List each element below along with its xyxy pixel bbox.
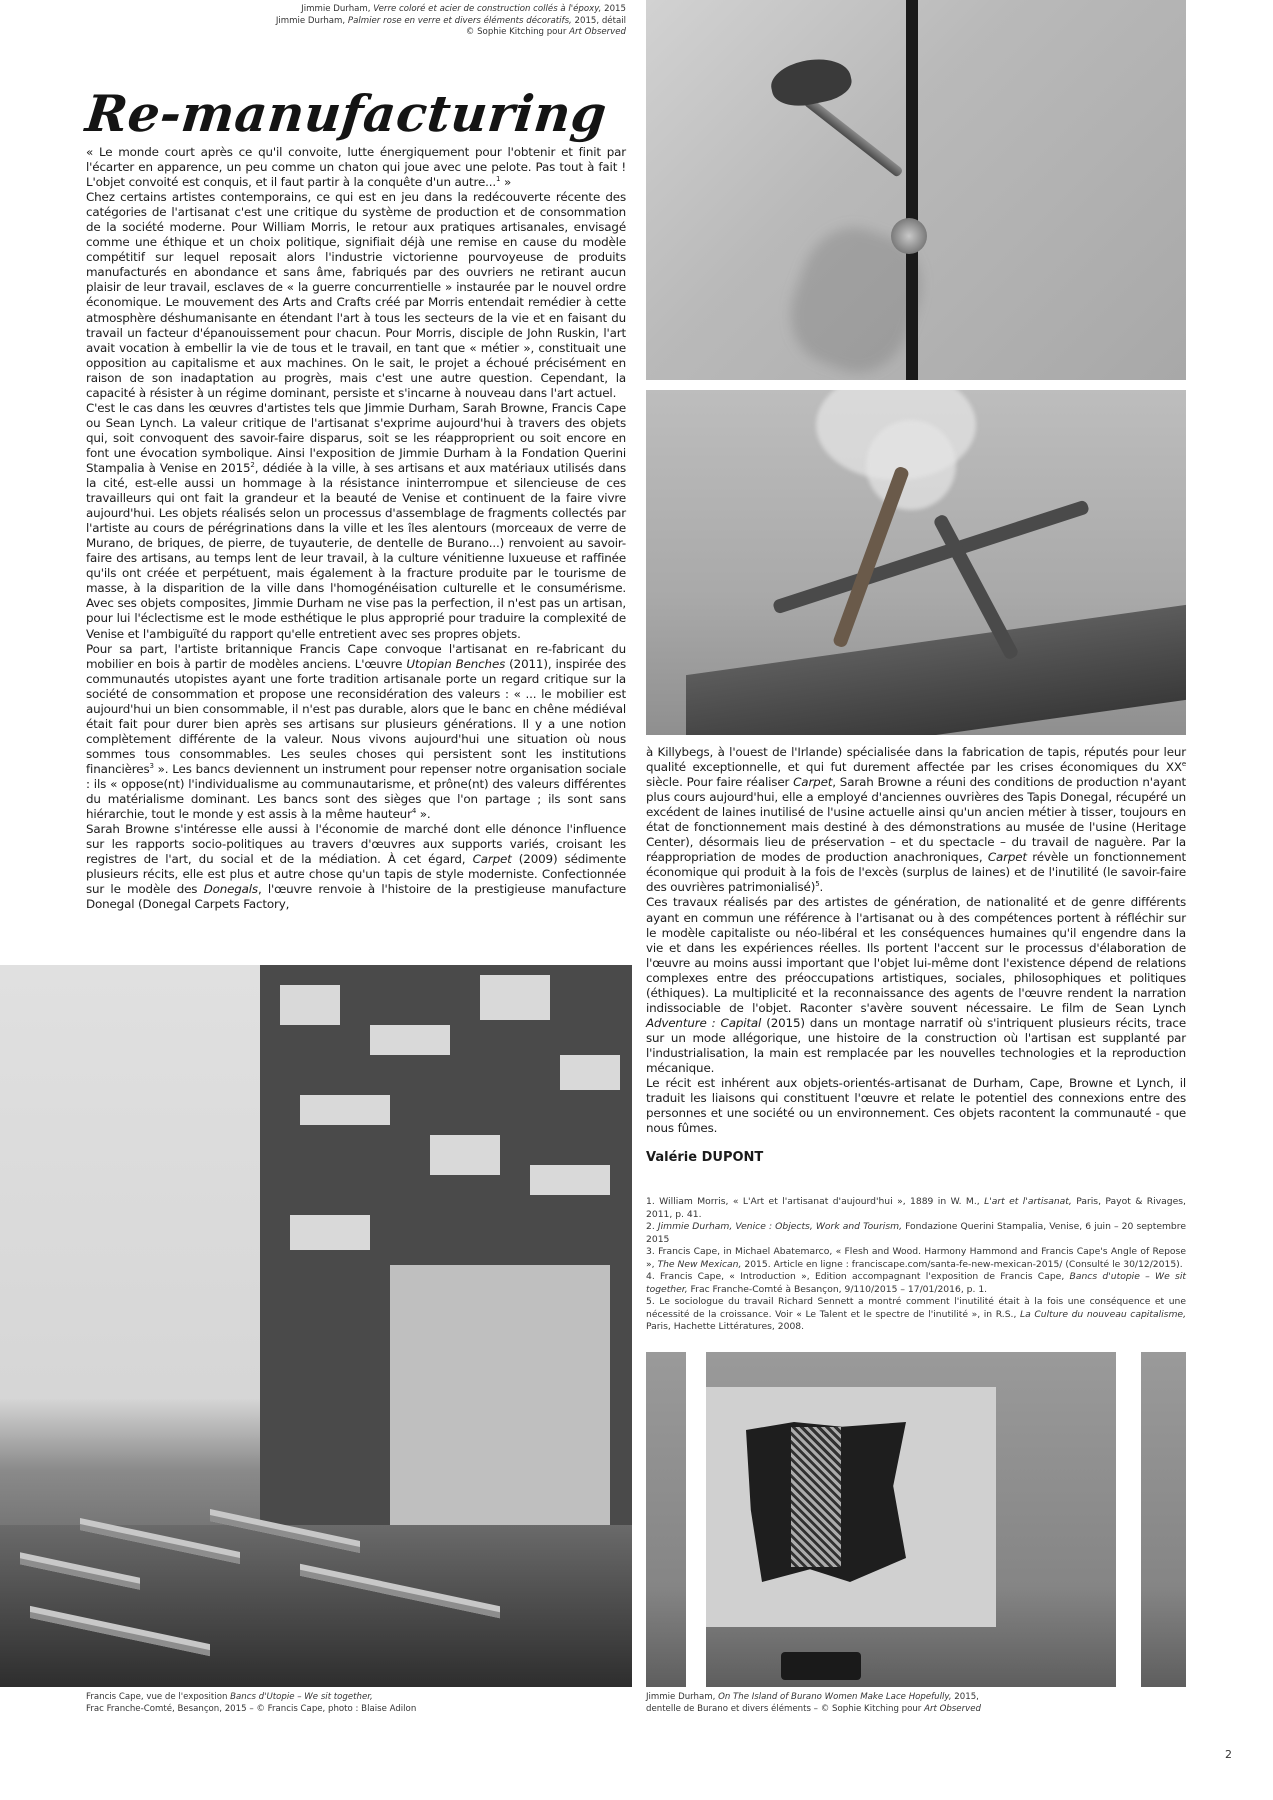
caption-line: Francis Cape, vue de l'exposition Bancs d'Utopie – We sit together,: [86, 1692, 373, 1702]
table-shape: [686, 605, 1186, 735]
page-number: 2: [1225, 1748, 1232, 1761]
photo-glass-bird: [646, 0, 1186, 380]
caption-line: Jimmie Durham, On The Island of Burano Women Make Lace Hopefully, 2015,: [646, 1692, 979, 1702]
window-pane: [430, 1135, 500, 1175]
author-name: Valérie DUPONT: [646, 1150, 764, 1165]
window-facade: [260, 965, 632, 1525]
pipe-shape: [803, 96, 904, 178]
window-pane: [280, 985, 340, 1025]
paragraph: Pour sa part, l'artiste britannique Francis Cape convoque l'artisanat en re-fabricant du mobilier en bois à partir de modèles anciens. L'œuvre Utopian Benches (2011), inspirée des communautés utopistes ayant une forte tradition artisanale porte un regard critique sur la société de consommation et propose une reconsidération des valeurs : « ... le mobilier est aujourd'hui un bien consommable, il n'est pas durable, alors que le banc en chêne médiéval était fait pour durer bien après ses artisans sur plusieurs générations. Il y a une notion complètement différente de la valeur. Nous vivons aujourd'hui une situation où nous sommes tous consommables. Les seules choses qui persistent sont les institutions financières$^3$ ». Les bancs deviennent un instrument pour repenser notre organisation sociale : ils « oppose(nt) l'individualisme au communautarisme, et prône(nt) des valeurs différentes du matérialisme dominant. Les bancs sont des sièges que l'on partage ; ils sont sans hiérarchie, tout le monde y est assis à la même hauteur$^4$ ».: [86, 641, 627, 822]
window-pane: [530, 1165, 610, 1195]
footnote: 4. Francis Cape, « Introduction », Edition accompagnant l'exposition de Francis Cape, Bancs d'utopie – We sit together, Frac Franche-Comté à Besançon, 9/110/2015 – 17/01/2016, p. 1.: [646, 1271, 1186, 1295]
lace-pattern: [791, 1427, 841, 1567]
paragraph: à Killybegs, à l'ouest de l'Irlande) spécialisée dans la fabrication de tapis, réputés pour leur qualité exceptionnelle, et qui fut durement affectée par les crises économiques du XXe siècle. Pour faire réaliser Carpet, Sarah Browne a réuni des conditions de production n'ayant plus cours aujourd'hui, elle a employé d'anciennes ouvrières des Tapis Donegal, récupéré un excédent de laines inutilisé de l'usine actuelle ainsi qu'un ancien métier à tisser, toujours en état de fonctionnement mais destiné à des démonstrations au musée de l'usine (Heritage Center), désormais lieu de préservation – et du spectacle – du travail de naguère. Par la réappropriation de modes de production anachroniques, Carpet révèle un fonctionnement économique qui produit à la fois de l'excès (surplus de laines) et de l'inutilité (le savoir-faire des ouvrières patrimonialisé)$^5$.: [646, 745, 1186, 895]
floor: [0, 1525, 632, 1687]
footnote-ref[interactable]: 4: [411, 807, 417, 816]
footnote: 1. William Morris, « L'Art et l'artisanat d'aujourd'hui », 1889 in W. M., L'art et l'artisanat, Paris, Payot & Rivages, 2011, p. 41.: [646, 1196, 1186, 1220]
photo-caption-lace: [646, 1692, 1206, 1715]
photo-benches-exhibition: [0, 965, 632, 1687]
light-strip: [1116, 1352, 1141, 1687]
window-pane: [370, 1025, 450, 1055]
glass-door: [390, 1265, 610, 1525]
footnote-ref[interactable]: 1: [496, 175, 501, 184]
footnote-ref[interactable]: 2: [250, 461, 255, 470]
photo-caption-benches: [86, 1692, 586, 1715]
footnote: 2. Jimmie Durham, Venice : Objects, Work and Tourism, Fondazione Querini Stampalia, Venise, 6 juin – 20 septembre 2015: [646, 1221, 1186, 1245]
pole-shape: [906, 0, 918, 380]
paragraph: Le récit est inhérent aux objets-orientés-artisanat de Durham, Cape, Browne et Lynch, il traduit les liaisons qui constituent l'œuvre et relate le potentiel des connexions entre des personnes et une société ou un environnement. Ces objets racontent la communauté - que nous fûmes.: [646, 1076, 1186, 1136]
footnote: 5. Le sociologue du travail Richard Sennett a montré comment l'inutilité était à la fois une conséquence et une nécessité de la croissance. Voir « Le Talent et le spectre de l'inutilité », in R.S., La Culture du nouveau capitalisme, Paris, Hachette Littératures, 2008.: [646, 1296, 1186, 1332]
light-strip: [686, 1352, 706, 1687]
caption-line: © Sophie Kitching pour Art Observed: [465, 27, 626, 37]
paragraph: Ces travaux réalisés par des artistes de génération, de nationalité et de genre différents ayant en commun une référence à l'artisanat ou à des compétences portent à réfléchir sur le modèle capitaliste ou néo-libéral et les conséquences humaines qu'il engendre dans la vie et dans les expériences réelles. Ils portent l'accent sur le processus d'élaboration de l'œuvre au moins aussi important que l'objet lui-même dont l'existence dépend de relations complexes entre des préoccupations artistiques, sociales, philosophiques et politiques (éthiques). La multiplicité et la reconnaissance des agents de l'œuvre rendent la narration indissociable de l'objet. Raconter s'avère souvent nécessaire. Le film de Sean Lynch Adventure : Capital (2015) dans un montage narratif où s'intriquent plusieurs récits, trace sur un mode allégorique, une histoire de la construction où l'artisan est supplanté par l'industrialisation, la main est remplacée par les nouvelles technologies et la reproduction mécanique.: [646, 895, 1186, 1075]
window-pane: [290, 1215, 370, 1250]
paragraph: C'est le cas dans les œuvres d'artistes tels que Jimmie Durham, Sarah Browne, Francis Cape ou Sean Lynch. La valeur critique de l'artisanat s'exprime aujourd'hui à travers des objets qui, soit convoquent des savoir-faire disparus, soit se les réapproprient ou soit encore en font une évocation symbolique. Ainsi l'exposition de Jimmie Durham à la Fondation Querini Stampalia à Venise en 2015$^2$, dédiée à la ville, à ses artisans et aux matériaux utilisés dans la cité, est-elle aussi un hommage à la résistance ininterrompue et silencieuse de ces travailleurs qui ont fait la grandeur et la beauté de Venise et continuent de la faire vivre aujourd'hui. Les objets réalisés selon un processus d'assemblage de fragments collectés par l'artiste au cours de pérégrinations dans la ville et les îles alentours (morceaux de verre de Murano, de briques, de pierre, de tuyauterie, de dentelle de Burano...) renvoient au savoir-faire des artisans, au temps lent de leur travail, à la culture vénitienne luxueuse et raffinée qu'ils ont créée et perpétuent, mais également à la fracture produite par le tourisme de masse, à la disparition de la ville dans l'homogénéisation culturelle et le consumérisme. Avec ses objets composites, Jimmie Durham ne vise pas la perfection, il n'est pas un artisan, pour lui l'éclectisme est le mode esthétique le plus approprié pour traduire la complexité de Venise et l'ambiguïté du rapport qu'elle entretient avec ses propres objets.: [86, 400, 626, 641]
paragraph: Sarah Browne s'intéresse elle aussi à l'économie de marché dont elle dénonce l'influence sur les rapports socio-politiques au travers d'œuvres aux supports variés, croisant les registres de l'art, du social et de la médiation. À cet égard, Carpet (2009) sédimente plusieurs récits, elle est plus et autre chose qu'un tapis de style moderniste. Confectionnée sur le modèle des Donegals, l'œuvre renvoie à l'histoire de la prestigieuse manufacture Donegal (Donegal Carpets Factory,: [86, 822, 626, 912]
photo-burano-lace: [646, 1352, 1186, 1687]
footnote-ref[interactable]: 5: [815, 880, 820, 889]
window-pane: [480, 975, 550, 1020]
article-title: Re-manufacturing: [82, 84, 610, 143]
caption-line: Frac Franche-Comté, Besançon, 2015 – © Francis Cape, photo : Blaise Adilon: [86, 1703, 417, 1714]
caption-line: dentelle de Burano et divers éléments – © Sophie Kitching pour Art Observed: [646, 1703, 981, 1714]
caption-line: Jimmie Durham, Verre coloré et acier de construction collés à l'époxy, 2015: [301, 4, 626, 14]
window-pane: [560, 1055, 620, 1090]
footnote: 3. Francis Cape, in Michael Abatemarco, « Flesh and Wood. Harmony Hammond and Francis Cape's Angle of Repose », The New Mexican, 2015. Article en ligne : franciscape.com/santa-fe-new-mexican-2015/ (Consulté le 30/12/2015).: [646, 1246, 1186, 1270]
caption-line: Jimmie Durham, Palmier rose en verre et divers éléments décoratifs, 2015, détail: [275, 15, 626, 26]
superscript: e: [1181, 760, 1186, 769]
branch-shape: [772, 499, 1090, 614]
footnote-ref[interactable]: 3: [149, 761, 154, 770]
photo-caption-top: [250, 4, 626, 39]
paragraph: Chez certains artistes contemporains, ce qui est en jeu dans la redécouverte récente des catégories de l'artisanat c'est une critique du système de production et de consommation de la société moderne. Pour William Morris, le retour aux pratiques artisanales, envisagé comme une éthique et un choix politique, signifiait déjà une remise en cause du modèle compétitif sur lequel reposait alors l'industrie victorienne pourvoyeuse de produits manufacturés en abondance et sans âme, fabriqués par des ouvriers ne retirant aucun plaisir de leur travail, esclaves de « la guerre concurrentielle » instaurée par le nouvel ordre économique. Le mouvement des Arts and Crafts créé par Morris entendait remédier à cette atmosphère déshumanisante en étendant l'art à tous les secteurs de la vie et en faisant du travail un facteur d'épanouissement pour chacun. Pour Morris, disciple de John Ruskin, l'art avait vocation à embellir la vie de tous et le travail, en tant que « métier », constituait une opposition au capitalisme et aux machines. On le sait, le projet a échoué précisément en raison de son inadaptation au progrès, mais c'est une autre question. Cependant, la capacité à résister à un régime dominant, persiste et s'incarne à nouveau dans l'art actuel.: [86, 190, 626, 400]
article-column-right: [646, 745, 1186, 1136]
leaf-shape: [866, 420, 956, 510]
photo-glass-palm: [646, 390, 1186, 735]
window-pane: [300, 1095, 390, 1125]
branch-shape: [832, 465, 910, 648]
footnotes: [646, 1196, 1186, 1334]
flange-shape: [891, 218, 927, 254]
paragraph: « Le monde court après ce qu'il convoite, lutte énergiquement pour l'obtenir et finit par l'écarter en apparence, un peu comme un chaton qui joue avec une pelote. Pas tout à fait ! L'objet convoité est conquis, et il faut partir à la conquête d'un autre...$^1$ »: [86, 145, 626, 190]
bird-shape: [767, 52, 854, 112]
tray-shape: [781, 1652, 861, 1680]
article-column-left: [86, 145, 626, 912]
